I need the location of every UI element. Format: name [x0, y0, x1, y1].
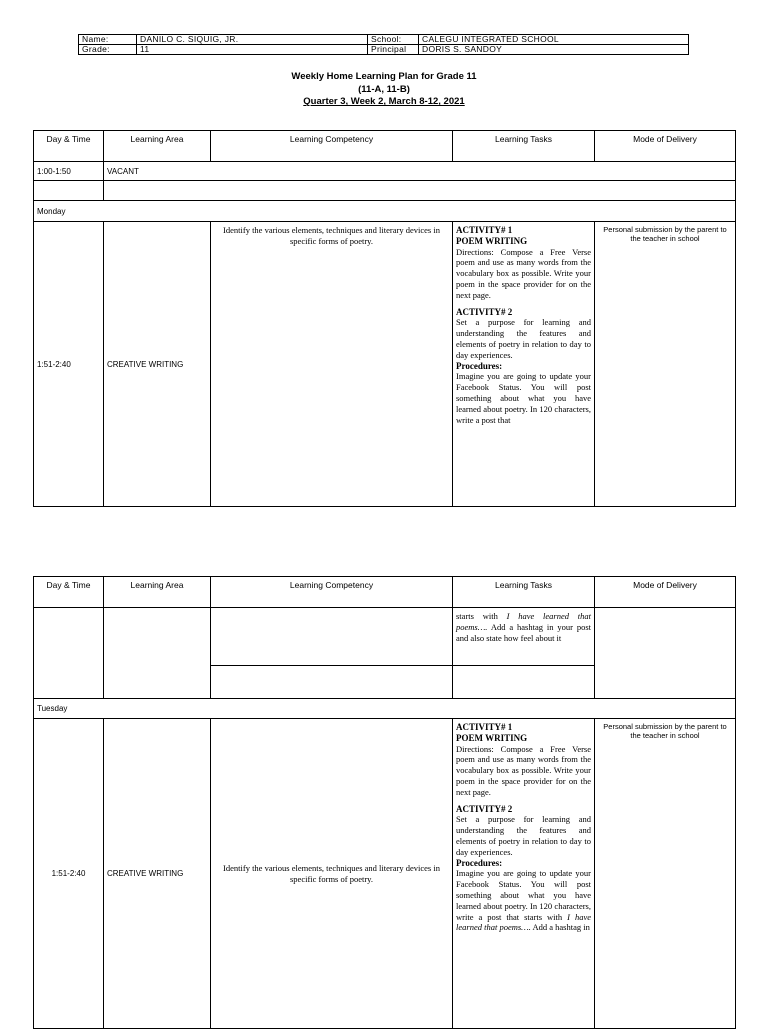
plan-table-page-2	[33, 576, 736, 1029]
day-row	[34, 201, 736, 222]
lesson-time: 1:51-2:40	[34, 222, 104, 507]
lesson-area: CREATIVE WRITING	[104, 222, 211, 507]
mode-of-delivery: Personal submission by the parent to the teacher in school	[595, 222, 736, 507]
activity-1-subtitle: POEM WRITING	[456, 732, 528, 743]
lesson-area: CREATIVE WRITING	[104, 719, 211, 1029]
grade-label: Grade:	[79, 45, 137, 55]
empty-cell	[34, 181, 104, 201]
day-monday: Monday	[34, 201, 736, 222]
procedures-end: Add a hashtag in	[530, 922, 590, 933]
grade-value: 11	[137, 45, 368, 55]
empty-cell	[595, 608, 736, 699]
day-tuesday: Tuesday	[34, 699, 736, 719]
plan-table-page-1	[33, 130, 736, 507]
lesson-row	[34, 222, 736, 507]
procedures-label: Procedures:	[456, 857, 503, 868]
header-competency: Learning Competency	[211, 577, 453, 608]
activity-1-subtitle: POEM WRITING	[456, 235, 528, 246]
vacant-row	[34, 162, 736, 181]
document-title	[0, 71, 768, 109]
mode-of-delivery: Personal submission by the parent to the teacher in school	[595, 719, 736, 1029]
activity-2-body: Set a purpose for learning and understanding the features and elements of poetry in relation to day to day experiences.	[456, 317, 591, 360]
continuation-end: Add a hashtag in your post and also state how feel about it	[456, 621, 591, 643]
procedures-body: Imagine you are going to update your Facebook Status. You will post something about what you have learned about poetry. In 120 characters, write a post that	[456, 371, 591, 425]
activity-2-title: ACTIVITY# 2	[456, 306, 513, 317]
principal-value: DORIS S. SANDOY	[419, 45, 689, 55]
header-day-time: Day & Time	[34, 577, 104, 608]
continuation-row	[34, 608, 736, 666]
header-mode: Mode of Delivery	[595, 577, 736, 608]
vacant-label: VACANT	[104, 162, 736, 181]
header-row	[34, 131, 736, 162]
empty-cell	[104, 181, 736, 201]
header-tasks: Learning Tasks	[453, 577, 595, 608]
title-line-3: Quarter 3, Week 2, March 8-12, 2021	[303, 96, 465, 107]
title-line-1: Weekly Home Learning Plan for Grade 11	[291, 71, 477, 82]
title-line-2: (11-A, 11-B)	[358, 83, 410, 95]
empty-cell	[34, 608, 104, 699]
empty-cell	[211, 608, 453, 666]
procedures-body: Imagine you are going to update your Facebook Status. You will post something about what you have learned about poetry. In 120 characters, write a post that starts with	[456, 868, 591, 922]
empty-cell	[211, 666, 453, 699]
empty-row	[34, 181, 736, 201]
header-learning-area: Learning Area	[104, 577, 211, 608]
activity-1-body: Directions: Compose a Free Verse poem and use as many words from the vocabulary box as possible. Write your poem in the space provider for on the next page.	[456, 743, 591, 797]
header-tasks: Learning Tasks	[453, 131, 595, 162]
lesson-tasks	[453, 719, 595, 1029]
activity-1-title: ACTIVITY# 1	[456, 722, 513, 732]
activity-2-body: Set a purpose for learning and understanding the features and elements of poetry in relation to day to day experiences.	[456, 814, 591, 857]
activity-1-body: Directions: Compose a Free Verse poem and use as many words from the vocabulary box as possible. Write your poem in the space provider for on the next page.	[456, 246, 591, 300]
header-competency: Learning Competency	[211, 131, 453, 162]
continuation-start: starts with	[456, 611, 507, 621]
procedures-label: Procedures:	[456, 360, 503, 371]
continuation-italic: I have learned that poems….	[456, 611, 591, 632]
name-label: Name:	[79, 35, 137, 45]
lesson-competency: Identify the various elements, techniques and literary devices in specific forms of poetry.	[211, 222, 453, 507]
lesson-row	[34, 719, 736, 1029]
lesson-tasks	[453, 222, 595, 507]
activity-1-title: ACTIVITY# 1	[456, 225, 513, 235]
day-row	[34, 699, 736, 719]
info-table	[78, 34, 689, 55]
activity-2-title: ACTIVITY# 2	[456, 803, 513, 814]
header-learning-area: Learning Area	[104, 131, 211, 162]
header-day-time: Day & Time	[34, 131, 104, 162]
procedures-italic: I have learned that poems….	[456, 911, 591, 933]
principal-label: Principal	[368, 45, 419, 55]
school-label: School:	[368, 35, 419, 45]
continuation-tasks	[453, 608, 595, 666]
empty-cell	[104, 608, 211, 699]
lesson-competency: Identify the various elements, techniques and literary devices in specific forms of poetry.	[211, 719, 453, 1029]
vacant-time: 1:00-1:50	[34, 162, 104, 181]
school-value: CALEGU INTEGRATED SCHOOL	[419, 35, 689, 45]
lesson-time: 1:51-2:40	[34, 719, 104, 1029]
name-value: DANILO C. SIQUIG, JR.	[137, 35, 368, 45]
empty-cell	[453, 666, 595, 699]
header-mode: Mode of Delivery	[595, 131, 736, 162]
header-row	[34, 577, 736, 608]
